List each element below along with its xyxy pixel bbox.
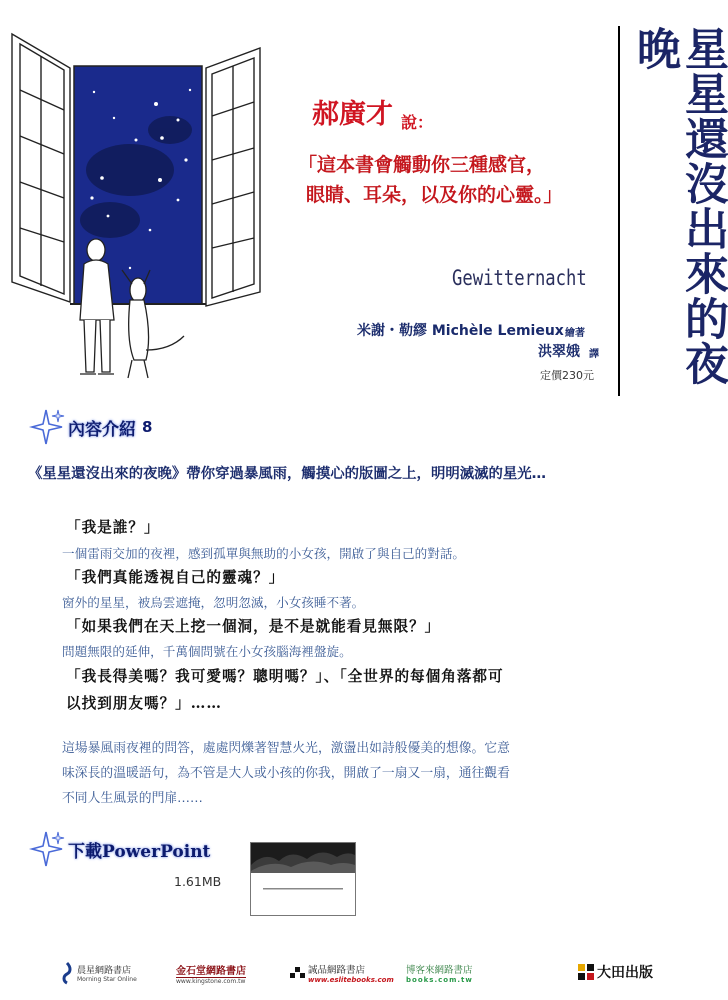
question-2: 「我們真能透視自己的靈魂？」 bbox=[66, 569, 285, 586]
quote-line-2: 眼睛、耳朵，以及你的心靈。」 bbox=[306, 184, 563, 206]
footer-kingstone[interactable] bbox=[176, 962, 246, 985]
question-4-line-2: 以找到朋友嗎？」…… bbox=[66, 695, 222, 712]
price: 定價230元 bbox=[540, 369, 594, 382]
closing-line-2: 味深長的溫暖語句，為不管是大人或小孩的你我，開啟了一扇又一扇，通往觀看 bbox=[62, 766, 510, 781]
answer-2: 窗外的星星，被烏雲遮掩，忽明忽滅，小女孩睡不著。 bbox=[62, 595, 365, 610]
eslite-name: 誠品網路書店 bbox=[308, 965, 366, 976]
footer-eslite[interactable] bbox=[290, 962, 394, 984]
original-title: Gewitternacht bbox=[452, 266, 587, 290]
download-powerpoint-link[interactable]: 下載PowerPoint bbox=[68, 841, 211, 862]
author-role: 繪著 bbox=[565, 328, 585, 339]
answer-1: 一個雷雨交加的夜裡，感到孤單與無助的小女孩，開啟了與自己的對話。 bbox=[62, 546, 465, 561]
closing-line-1: 這場暴風雨夜裡的問答，處處閃爍著智慧火光，激盪出如詩般優美的想像。它意 bbox=[62, 741, 510, 756]
sparkle-icon bbox=[32, 830, 66, 868]
right-window-leaf bbox=[206, 48, 260, 306]
publisher-logo-icon bbox=[578, 964, 594, 980]
morningstar-logo-icon bbox=[60, 962, 74, 984]
question-4-line-1: 「我長得美嗎？我可愛嗎？聰明嗎？」、「全世界的每個角落都可 bbox=[66, 668, 504, 685]
intro-tagline: 《星星還沒出來的夜晚》帶你穿過暴風雨，觸摸心的版圖之上，明明滅滅的星光… bbox=[28, 466, 547, 482]
translator-role: 譯 bbox=[589, 349, 599, 360]
footer-morningstar[interactable] bbox=[60, 962, 137, 984]
question-1: 「我是誰？」 bbox=[66, 519, 160, 536]
closing-line-3: 不同人生風景的門扉…… bbox=[62, 791, 203, 806]
book-title: 星星還沒出來的夜晚 bbox=[629, 26, 728, 386]
sparkle-icon bbox=[32, 408, 66, 446]
books-sub: books.com.tw bbox=[406, 976, 473, 984]
slide-preview-image bbox=[251, 843, 355, 915]
kingstone-name: 金石堂網路書店 bbox=[176, 962, 246, 978]
footer-publisher[interactable] bbox=[578, 962, 653, 982]
intro-header-label: 內容介紹 bbox=[68, 419, 136, 440]
quote-author: 郝廣才 bbox=[312, 99, 393, 130]
author-name: 米謝・勒繆 Michèle Lemieux bbox=[357, 323, 564, 339]
quote-says: 說： bbox=[401, 113, 434, 132]
intro-section-header bbox=[32, 408, 152, 446]
morningstar-sub: Morning Star Online bbox=[77, 976, 137, 983]
quote-line-1: 「這本書會觸動你三種感官， bbox=[298, 154, 546, 176]
publisher-name: 大田出版 bbox=[597, 965, 653, 981]
eslite-sub: www.eslitebooks.com bbox=[308, 976, 394, 984]
book-cover-illustration bbox=[10, 20, 270, 390]
left-window-leaf bbox=[12, 34, 70, 302]
eslite-logo-icon bbox=[290, 967, 306, 979]
intro-header-number: 8 bbox=[142, 418, 153, 436]
translator-name: 洪翠娥 bbox=[538, 344, 580, 360]
powerpoint-thumbnail[interactable] bbox=[250, 842, 356, 916]
answer-3: 問題無限的延伸，千萬個問號在小女孩腦海裡盤旋。 bbox=[62, 644, 352, 659]
file-size: 1.61MB bbox=[174, 874, 222, 889]
closing-paragraph bbox=[62, 736, 510, 811]
books-name: 博客來網路書店 bbox=[406, 965, 473, 976]
morningstar-name: 晨星網路書店 bbox=[77, 966, 132, 976]
kingstone-sub: www.kingstone.com.tw bbox=[176, 978, 246, 985]
book-title-vertical-block bbox=[618, 26, 728, 396]
footer-books[interactable] bbox=[406, 962, 473, 984]
download-section-header[interactable] bbox=[32, 830, 210, 868]
question-3: 「如果我們在天上挖一個洞，是不是就能看見無限？」 bbox=[66, 618, 441, 635]
